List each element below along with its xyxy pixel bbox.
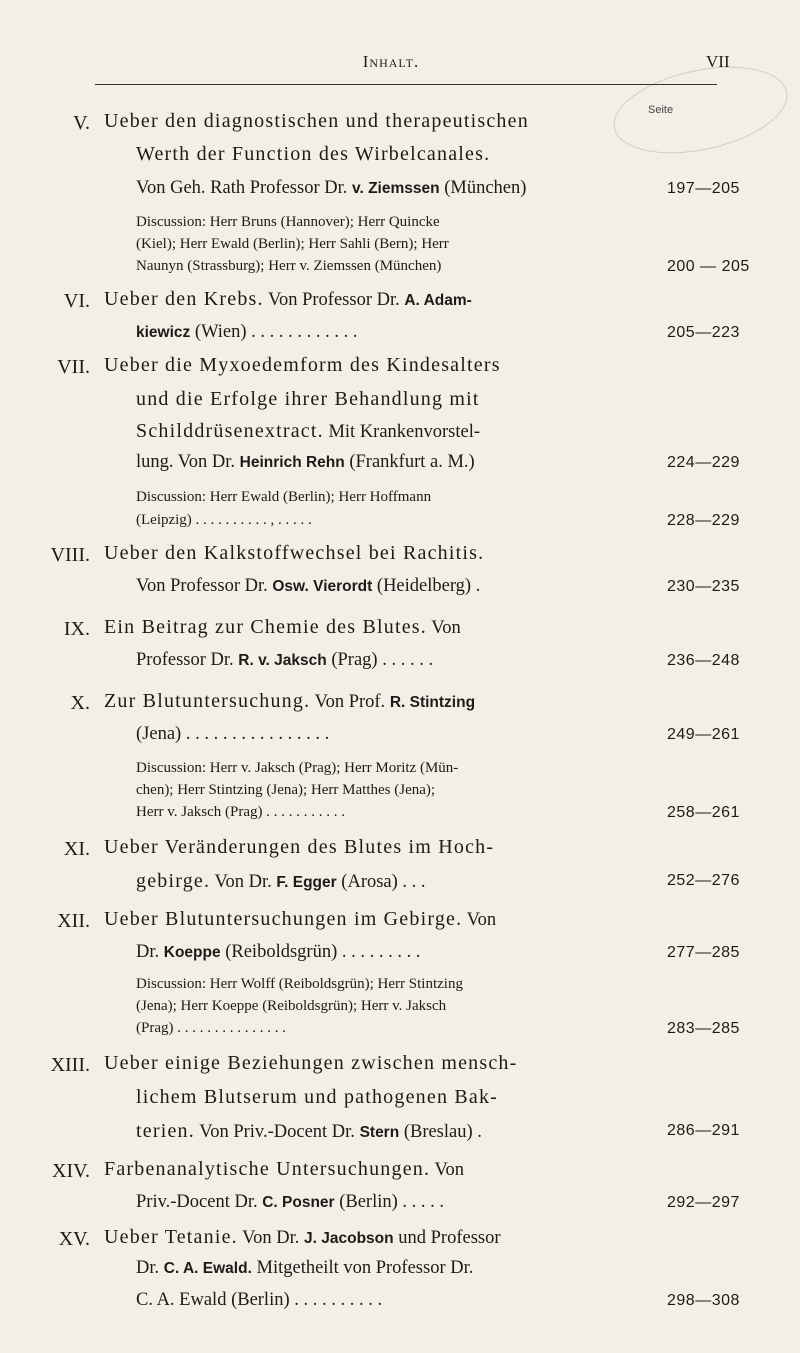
header-rule bbox=[95, 84, 717, 85]
entry-author-line: C. A. Ewald (Berlin) . . . . . . . . . . bbox=[136, 1290, 383, 1310]
page-range: 224—229 bbox=[667, 454, 740, 471]
entry-number: XIII. bbox=[50, 1054, 90, 1076]
entry-title: Ueber einige Beziehungen zwischen mensch- bbox=[104, 1052, 518, 1074]
entry-author-line: terien. Von Priv.-Docent Dr. Stern (Breslau) . bbox=[136, 1120, 482, 1142]
running-header-title: Inhalt. bbox=[362, 52, 420, 71]
discussion-line: Discussion: Herr Bruns (Hannover); Herr Quincke bbox=[136, 214, 440, 230]
entry-title: und die Erfolge ihrer Behandlung mit bbox=[136, 388, 480, 410]
running-header-page: VII bbox=[706, 52, 730, 71]
discussion-line: (Leipzig) . . . . . . . . . . , . . . . . bbox=[136, 512, 312, 528]
entry-number: X. bbox=[70, 692, 90, 714]
discussion-page-range: 228—229 bbox=[667, 512, 740, 529]
entry-title: Ueber Veränderungen des Blutes im Hoch- bbox=[104, 836, 495, 858]
page-range: 197—205 bbox=[667, 180, 740, 197]
page-range: 286—291 bbox=[667, 1122, 740, 1139]
entry-number: VIII. bbox=[50, 544, 90, 566]
entry-author-line: Priv.-Docent Dr. C. Posner (Berlin) . . . . . bbox=[136, 1192, 445, 1212]
entry-number: V. bbox=[73, 112, 90, 134]
page-range: 292—297 bbox=[667, 1194, 740, 1211]
page-range: 236—248 bbox=[667, 652, 740, 669]
entry-title-line: Farbenanalytische Untersuchungen. Von bbox=[104, 1158, 464, 1180]
discussion-line: chen); Herr Stintzing (Jena); Herr Matthes (Jena); bbox=[136, 782, 436, 798]
library-stamp bbox=[606, 52, 796, 167]
entry-author-line: (Jena) . . . . . . . . . . . . . . . . bbox=[136, 724, 330, 744]
discussion-line: (Kiel); Herr Ewald (Berlin); Herr Sahli (Bern); Herr bbox=[136, 236, 449, 252]
entry-author-line: lung. Von Dr. Heinrich Rehn (Frankfurt a. M.) bbox=[136, 452, 475, 472]
page-range: 230—235 bbox=[667, 578, 740, 595]
seite-label: Seite bbox=[648, 104, 674, 116]
discussion-line: (Jena); Herr Koeppe (Reiboldsgrün); Herr v. Jaksch bbox=[136, 998, 447, 1014]
entry-number: XI. bbox=[63, 838, 90, 860]
discussion-page-range: 200 — 205 bbox=[667, 258, 750, 275]
entry-title: Ueber die Myxoedemform des Kindesalters bbox=[104, 354, 501, 376]
entry-title-line: Ein Beitrag zur Chemie des Blutes. Von bbox=[104, 616, 461, 638]
page-range: 205—223 bbox=[667, 324, 740, 341]
page-range: 249—261 bbox=[667, 726, 740, 743]
entry-author-line: Professor Dr. R. v. Jaksch (Prag) . . . . . . bbox=[136, 650, 434, 670]
discussion-page-range: 283—285 bbox=[667, 1020, 740, 1037]
entry-author-line: Von Geh. Rath Professor Dr. v. Ziemssen (München) bbox=[136, 178, 527, 198]
entry-number: IX. bbox=[63, 618, 90, 640]
entry-title-line: Ueber Blutuntersuchungen im Gebirge. Von bbox=[104, 908, 497, 930]
entry-title-line: Ueber Tetanie. Von Dr. J. Jacobson und Professor bbox=[104, 1226, 501, 1248]
entry-title: Ueber den Kalkstoffwechsel bei Rachitis. bbox=[104, 542, 485, 564]
discussion-line: Naunyn (Strassburg); Herr v. Ziemssen (München) bbox=[136, 258, 442, 274]
entry-title: Ueber den diagnostischen und therapeutischen bbox=[104, 110, 529, 132]
entry-author-line: Dr. C. A. Ewald. Mitgetheilt von Professor Dr. bbox=[136, 1258, 474, 1278]
discussion-line: Herr v. Jaksch (Prag) . . . . . . . . . . . bbox=[136, 804, 345, 820]
discussion-line: Discussion: Herr v. Jaksch (Prag); Herr Moritz (Mün- bbox=[136, 760, 459, 776]
entry-author-line: gebirge. Von Dr. F. Egger (Arosa) . . . bbox=[136, 870, 426, 892]
discussion-line: Discussion: Herr Ewald (Berlin); Herr Hoffmann bbox=[136, 489, 432, 505]
page-range: 277—285 bbox=[667, 944, 740, 961]
discussion-line: Discussion: Herr Wolff (Reiboldsgrün); Herr Stintzing bbox=[136, 976, 463, 992]
entry-number: VI. bbox=[63, 290, 90, 312]
entry-author-line: Von Professor Dr. Osw. Vierordt (Heidelberg) . bbox=[136, 576, 481, 596]
entry-title: Werth der Function des Wirbelcanales. bbox=[136, 143, 491, 165]
page-range: 252—276 bbox=[667, 872, 740, 889]
entry-title-line: Zur Blutuntersuchung. Von Prof. R. Stintzing bbox=[104, 690, 476, 712]
entry-number: VII. bbox=[57, 356, 90, 378]
discussion-page-range: 258—261 bbox=[667, 804, 740, 821]
entry-title-line: Schilddrüsenextract. Mit Krankenvorstel- bbox=[136, 420, 481, 442]
entry-title-line: Ueber den Krebs. Von Professor Dr. A. Adam- bbox=[104, 288, 472, 310]
entry-number: XV. bbox=[58, 1228, 90, 1250]
page-range: 298—308 bbox=[667, 1292, 740, 1309]
entry-number: XIV. bbox=[52, 1160, 90, 1182]
entry-number: XII. bbox=[57, 910, 90, 932]
entry-author-line: Dr. Koeppe (Reiboldsgrün) . . . . . . . . . bbox=[136, 942, 421, 962]
discussion-line: (Prag) . . . . . . . . . . . . . . . bbox=[136, 1020, 286, 1036]
entry-author-line: kiewicz (Wien) . . . . . . . . . . . . bbox=[136, 322, 358, 342]
entry-title: lichem Blutserum und pathogenen Bak- bbox=[136, 1086, 499, 1108]
